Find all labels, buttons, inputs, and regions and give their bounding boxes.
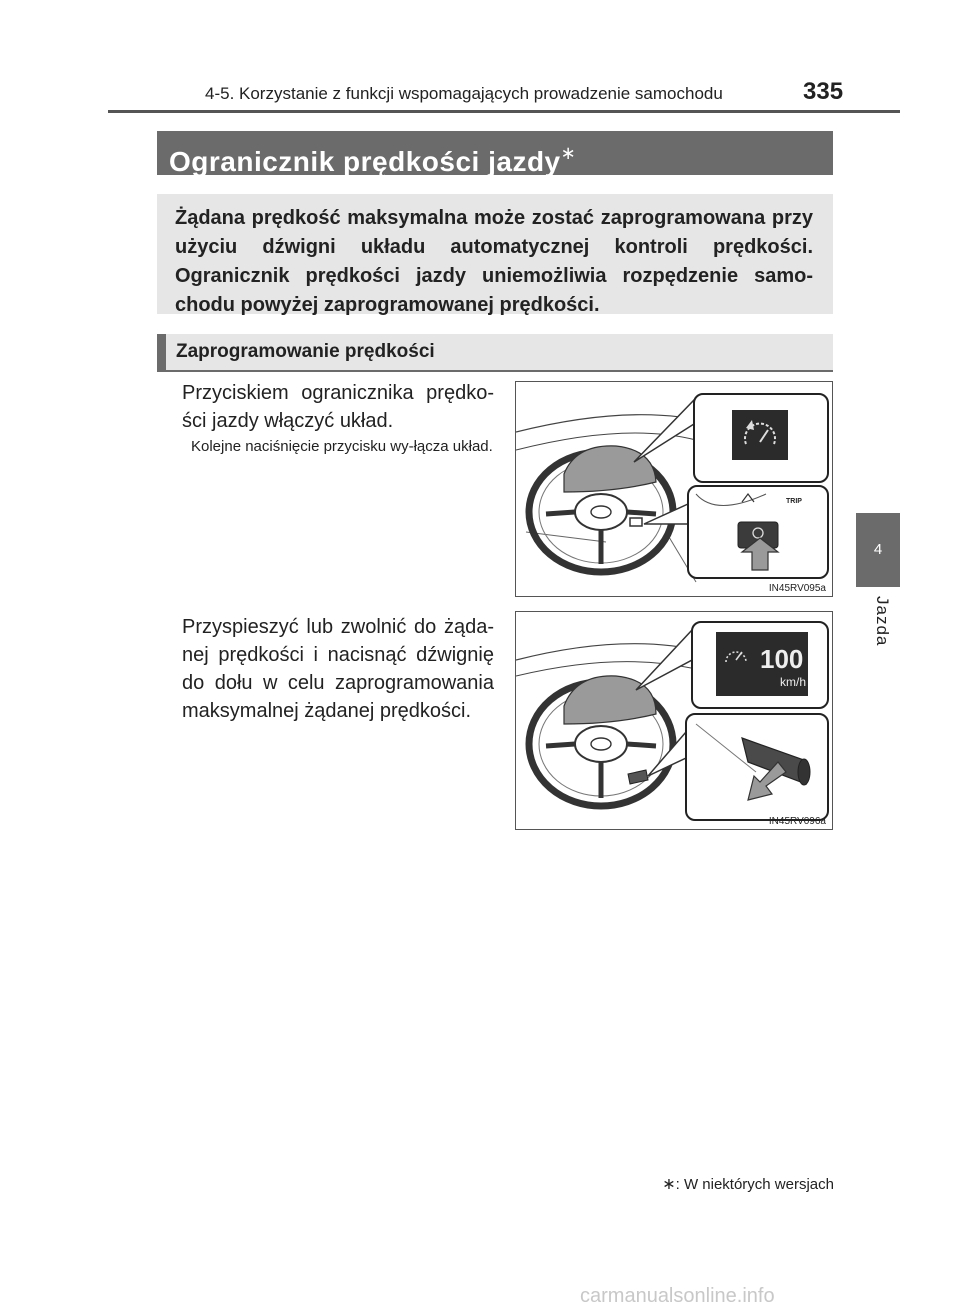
footnote-marker: ∗ — [662, 1176, 676, 1193]
intro-box: Żądana prędkość maksymalna może zostać zaprogramowana przy użyciu dźwigni układu automatycznej kontroli prędkości. Ogranicznik prędkości jazdy uniemożliwia rozpędzenie samo-chodu powyżej zaprogramowanej prędkości. — [157, 194, 833, 314]
steering-wheel-illustration — [516, 382, 833, 597]
footnote-text: : W niektórych wersjach — [675, 1176, 834, 1193]
display-speed: 100 — [760, 644, 804, 674]
title-footnote-marker: ∗ — [560, 143, 577, 163]
display-unit: km/h — [780, 675, 807, 689]
running-header: 4-5. Korzystanie z funkcji wspomagających prowadzenie samochodu — [205, 84, 723, 103]
trip-label: TRIP — [786, 498, 802, 505]
figure-1-code: IN45RV095a — [768, 583, 826, 594]
section-heading: Zaprogramowanie prędkości — [157, 334, 833, 372]
page-number: 335 — [803, 78, 844, 105]
figure-lever-set-speed — [515, 611, 833, 830]
page-title-text: Ogranicznik prędkości jazdy — [169, 146, 561, 177]
watermark: carmanualsonline.info — [580, 1285, 775, 1307]
chapter-tab[interactable]: 4 — [856, 513, 900, 587]
step-1-text: Przyciskiem ogranicznika prędko-ści jazdy włączyć układ. — [182, 382, 494, 432]
footnote — [630, 1174, 834, 1194]
chapter-label: Jazda — [873, 596, 892, 647]
header-rule — [108, 110, 900, 113]
figure-2-code: IN45RV096a — [768, 816, 826, 827]
figure-steering-wheel-button — [515, 381, 833, 597]
page-title — [157, 131, 833, 175]
step-1-note: Kolejne naciśnięcie przycisku wy-łącza układ. — [191, 438, 493, 455]
lever-illustration — [516, 612, 833, 830]
step-2-text: Przyspieszyć lub zwolnić do żąda-nej prędkości i nacisnąć dźwignię do dołu w celu zaprogramowania maksymalnej żądanej prędkości. — [182, 616, 494, 722]
